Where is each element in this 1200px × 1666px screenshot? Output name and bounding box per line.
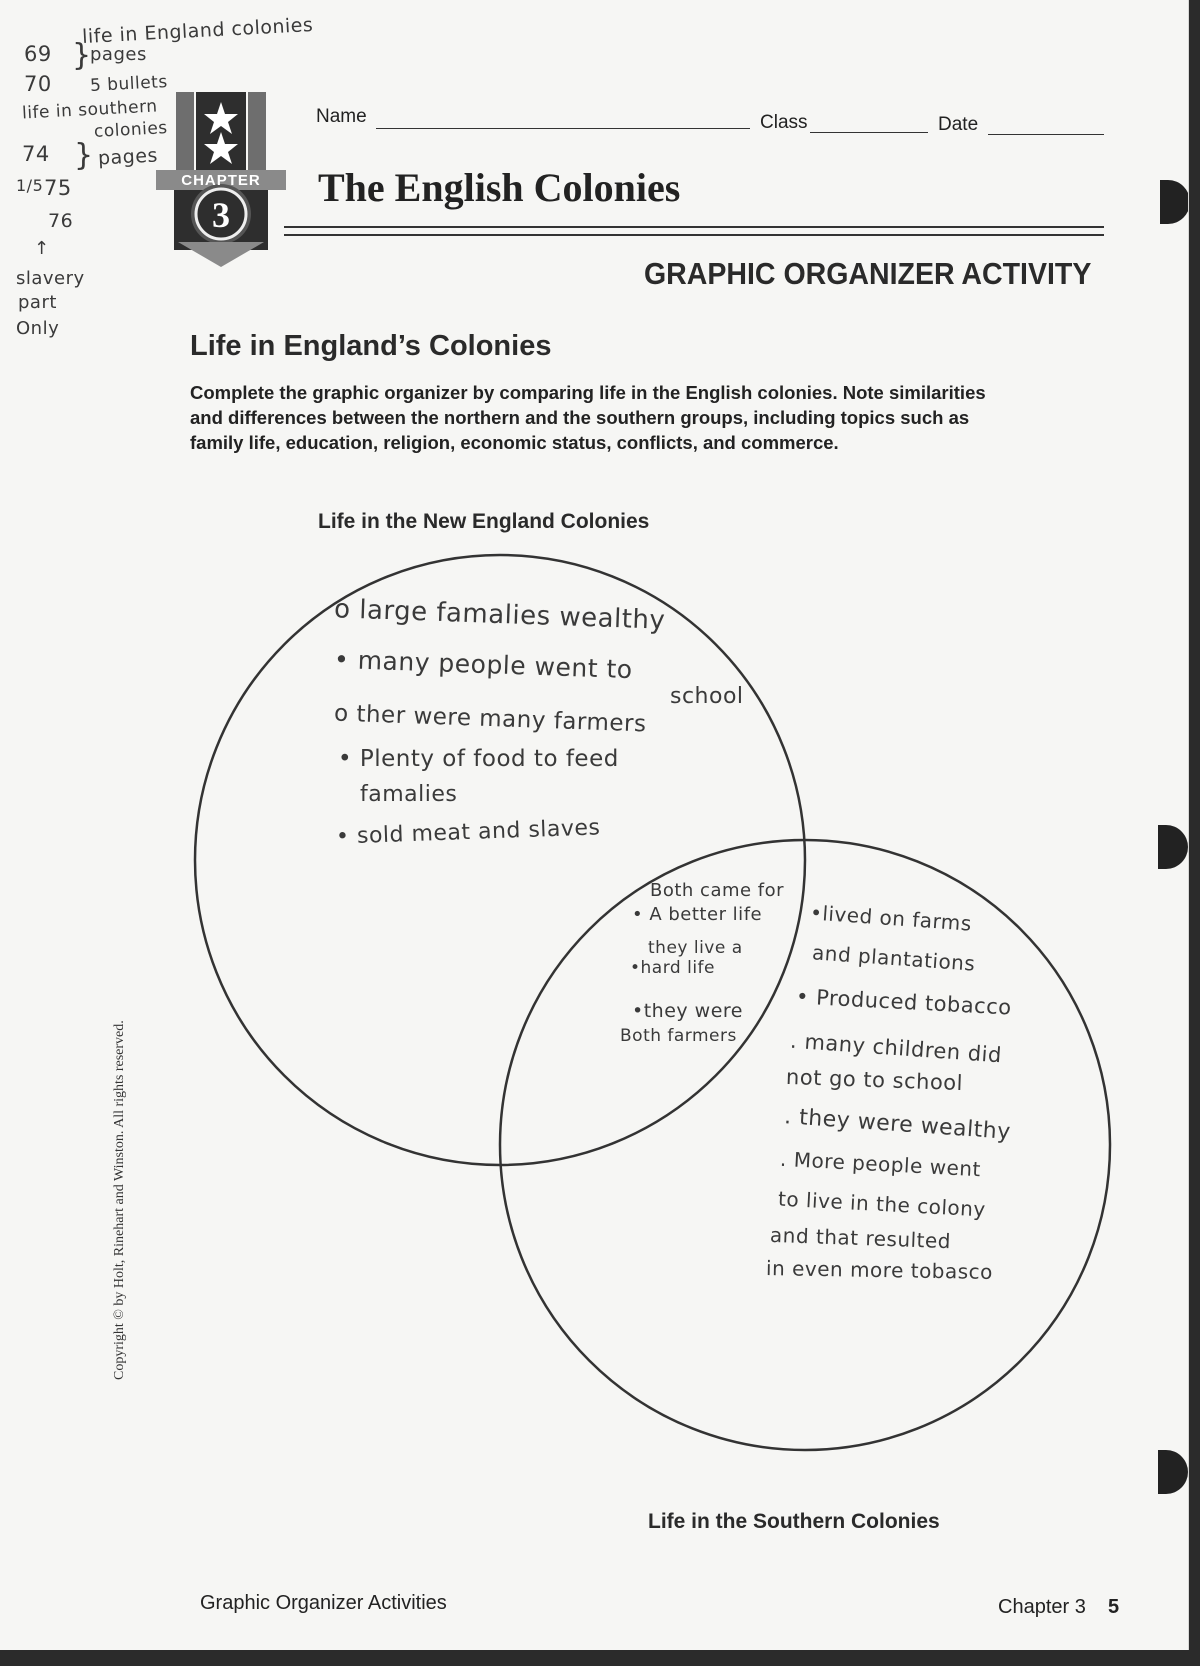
note-pages-1: pages — [90, 44, 147, 65]
date-label: Date — [938, 114, 979, 135]
chapter-label: CHAPTER — [181, 172, 261, 189]
note-75: 75 — [44, 176, 72, 200]
copyright-notice: Copyright © by Holt, Rinehart and Winston. All rights reserved. — [112, 1020, 127, 1380]
both-line-6: Both farmers — [620, 1026, 737, 1046]
south-line-3: • Produced tobacco — [795, 984, 1013, 1020]
south-line-7: . More people went — [779, 1146, 982, 1182]
note-5-bullets: 5 bullets — [89, 71, 169, 97]
note-76: 76 — [48, 210, 74, 232]
section-heading: Life in England’s Colonies — [190, 330, 552, 362]
both-line-5: •they were — [632, 1000, 743, 1022]
south-line-9: and that resulted — [769, 1222, 952, 1254]
note-life-england: life in England colonies — [81, 13, 314, 49]
ne-item-3: o ther were many farmers — [333, 700, 647, 738]
class-label: Class — [760, 112, 808, 133]
south-line-8: to live in the colony — [777, 1186, 987, 1222]
both-line-1: Both came for — [650, 880, 785, 901]
note-70: 70 — [24, 72, 52, 96]
activity-heading: GRAPHIC ORGANIZER ACTIVITY — [644, 256, 1092, 291]
new-england-circle — [195, 555, 805, 1165]
brace-icon-2: } — [74, 138, 94, 173]
south-line-10: in even more tobasco — [765, 1256, 994, 1284]
ne-item-4: • Plenty of food to feed — [338, 746, 619, 772]
south-line-4: . many children did — [789, 1028, 1003, 1068]
note-pages-2: pages — [97, 144, 159, 170]
note-colonies: colonies — [93, 118, 169, 142]
note-69: 69 — [24, 42, 52, 66]
ne-item-5: • sold meat and slaves — [335, 815, 601, 850]
ne-item-2-continued: school — [670, 684, 744, 709]
southern-circle — [500, 840, 1110, 1450]
footer-left: Graphic Organizer Activities — [200, 1592, 447, 1614]
name-label: Name — [316, 106, 367, 127]
note-part: part — [18, 292, 57, 313]
chapter-title: The English Colonies — [318, 165, 681, 210]
venn-top-label: Life in the New England Colonies — [318, 510, 650, 533]
instructions-line-2: and differences between the northern and the southern groups, including topics such as — [190, 407, 970, 428]
note-74: 74 — [22, 142, 50, 166]
south-line-1: •lived on farms — [809, 900, 973, 936]
ne-item-1: o large famalies wealthy — [333, 594, 666, 636]
note-life-southern: life in southern — [21, 96, 159, 124]
brace-icon: } — [72, 38, 92, 73]
arrow-up-icon: ↑ — [34, 238, 50, 259]
chapter-number: 3 — [212, 195, 230, 235]
south-line-6: . they were wealthy — [783, 1104, 1012, 1145]
south-line-5: not go to school — [785, 1064, 964, 1096]
both-line-3: they live a — [648, 938, 743, 958]
page-number: 5 — [1108, 1596, 1120, 1618]
venn-bottom-label: Life in the Southern Colonies — [648, 1510, 940, 1533]
ne-item-2: • many people went to — [333, 644, 634, 685]
note-fraction: 1/5 — [16, 176, 44, 195]
both-line-4: •hard life — [630, 958, 715, 978]
footer-chapter: Chapter 3 — [998, 1596, 1086, 1618]
note-only: Only — [16, 318, 60, 339]
south-line-2: and plantations — [811, 940, 977, 976]
instructions-line-3: family life, education, religion, economic status, conflicts, and commerce. — [190, 432, 839, 453]
both-line-2: • A better life — [632, 904, 763, 925]
instructions-line-1: Complete the graphic organizer by comparing life in the English colonies. Note similarities — [190, 382, 986, 403]
ne-item-4-continued: famalies — [360, 782, 458, 807]
note-slavery: slavery — [16, 268, 85, 289]
